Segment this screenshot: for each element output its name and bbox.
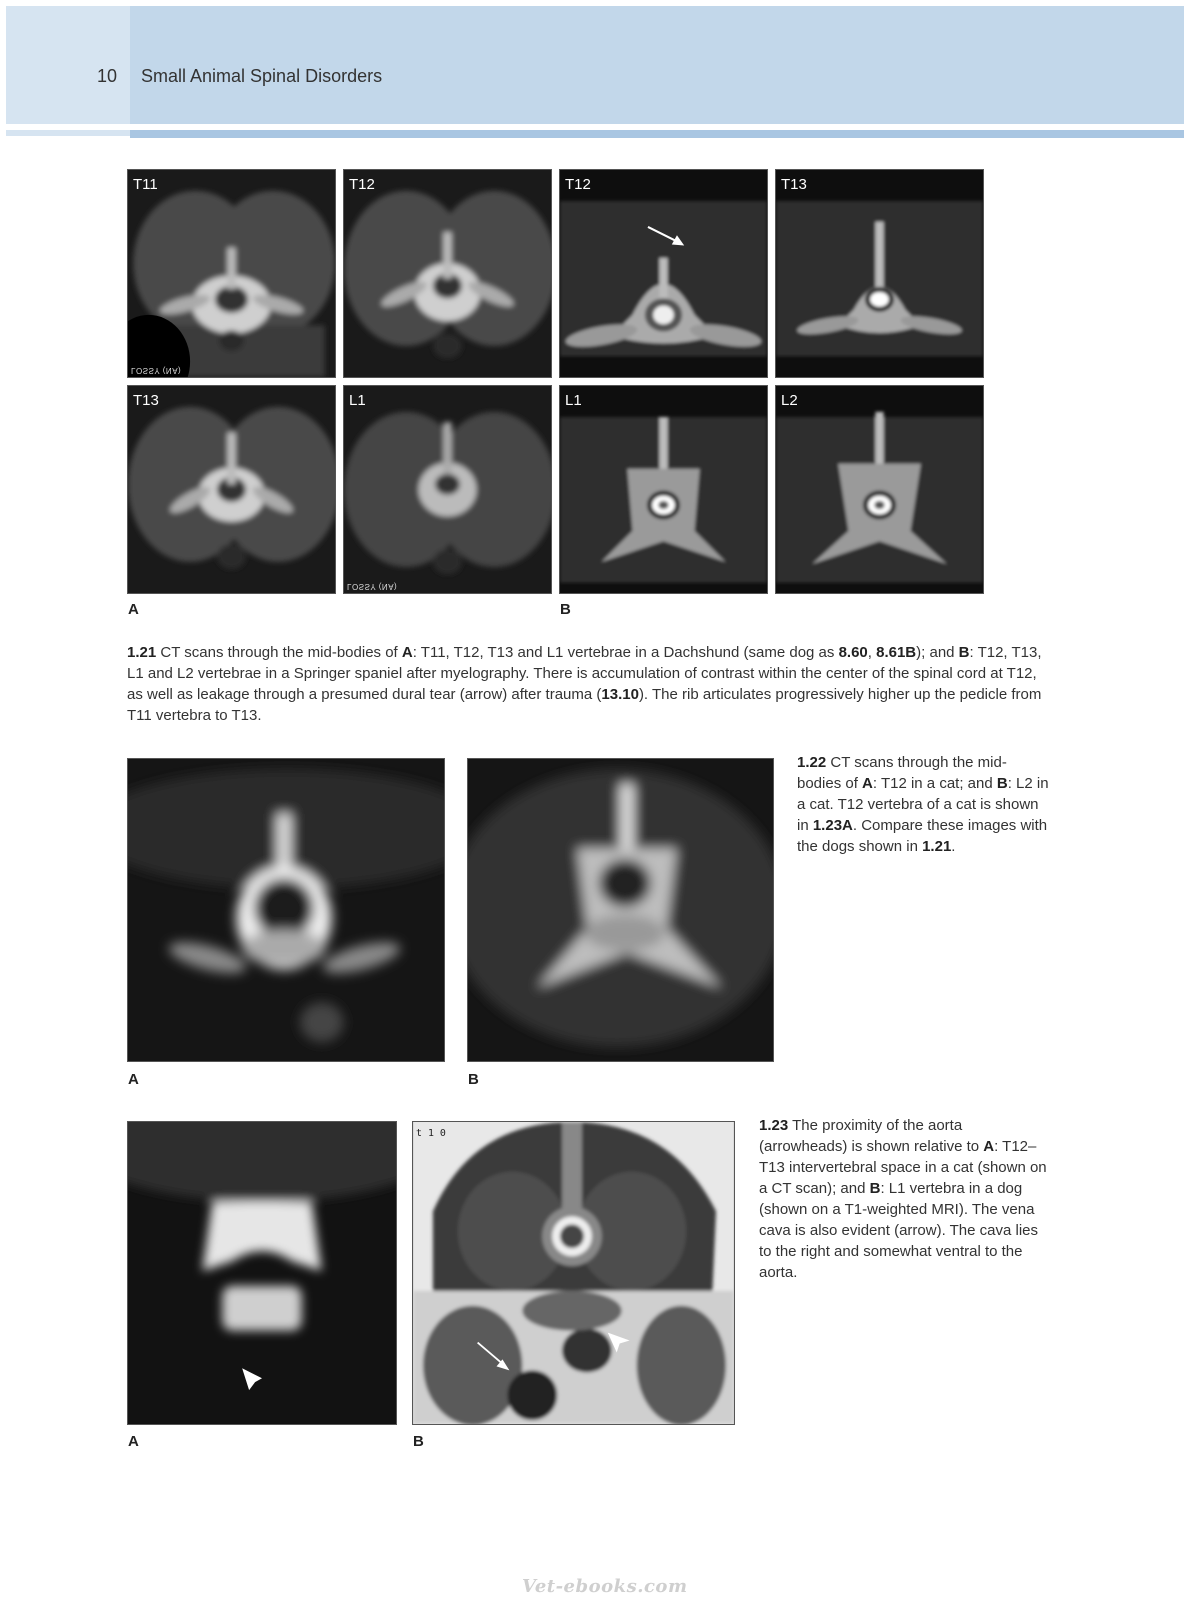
ct-scan-image: [128, 170, 335, 377]
vertebra-label: L1: [349, 392, 366, 409]
fig122-caption: [797, 752, 1049, 857]
ct-scan-image: [128, 759, 444, 1061]
header-band-left: [6, 6, 130, 124]
fig121-panel-a-label: A: [128, 601, 139, 618]
site-watermark: Vet-ebooks.com: [522, 1576, 688, 1597]
lossy-watermark: LOSSY (NA): [347, 582, 398, 591]
fig122-panel-b-label: B: [468, 1071, 479, 1088]
caption-text: CT scans through the mid-bodies of: [797, 754, 1007, 792]
caption-text: ,: [867, 644, 877, 661]
fig123-panel-b-label: B: [413, 1433, 424, 1450]
caption-panel-ref: A: [401, 644, 413, 661]
fig121-caption: [127, 642, 1047, 726]
header-rule-left: [6, 130, 130, 136]
mri-scan-image: [413, 1122, 734, 1424]
caption-text: .: [951, 838, 956, 855]
ct-panel-dachshund-l1: [343, 385, 552, 594]
header-rule: [130, 130, 1184, 138]
ct-scan-image: [128, 386, 335, 593]
figure-number: 1.21: [127, 644, 157, 661]
ct-scan-image: [344, 170, 551, 377]
header-band: [130, 6, 1184, 124]
ct-scan-image: [468, 759, 773, 1061]
caption-text: . Compare these images with the dogs shown in: [797, 817, 1048, 855]
caption-panel-ref: B: [996, 775, 1008, 792]
figure-reference: 8.61B: [876, 644, 917, 661]
vertebra-label: T12: [349, 176, 375, 193]
fig122-panel-a-label: A: [128, 1071, 139, 1088]
vertebra-label: T12: [565, 176, 591, 193]
ct-scan-image: [776, 170, 983, 377]
fig123-panel-a-label: A: [128, 1433, 139, 1450]
figure-reference: 1.21: [922, 838, 952, 855]
ct-panel-dachshund-t13: [127, 385, 336, 594]
vertebra-label: T11: [133, 176, 158, 193]
vertebra-label: T13: [133, 392, 159, 409]
caption-text: ). The rib articulates progressively higher up the pedicle from T11 vertebra to T13.: [127, 686, 1042, 724]
ct-panel-springer-t13: [775, 169, 984, 378]
vertebra-label: T13: [781, 176, 807, 193]
caption-text: : T11, T12, T13 and L1 vertebrae in a Dachshund (same dog as: [412, 644, 839, 661]
caption-text: The proximity of the aorta (arrowheads) is shown relative to: [759, 1117, 984, 1155]
caption-text: ); and: [916, 644, 959, 661]
figure-number: 1.23: [759, 1117, 789, 1134]
ct-scan-image: [344, 386, 551, 593]
caption-text: : L1 vertebra in a dog (shown on a T1-weighted MRI). The vena cava is also evident (arrow). The cava lies to the right and somewhat ventral to the aorta.: [759, 1180, 1039, 1281]
caption-panel-ref: B: [869, 1180, 881, 1197]
page-number: 10: [97, 66, 118, 86]
ct-panel-cat-t12: [127, 758, 445, 1062]
caption-panel-ref: B: [958, 644, 970, 661]
ct-panel-cat-t12-t13: [127, 1121, 397, 1425]
figure-reference: 8.60: [838, 644, 868, 661]
fig121-panel-b-label: B: [560, 601, 571, 618]
figure-number: 1.22: [797, 754, 827, 771]
ct-panel-springer-t12: [559, 169, 768, 378]
caption-panel-ref: A: [983, 1138, 995, 1155]
caption-text: : T12 in a cat; and: [872, 775, 997, 792]
ct-panel-dachshund-t12: [343, 169, 552, 378]
fig123-caption: [759, 1115, 1049, 1283]
caption-text: CT scans through the mid-bodies of: [156, 644, 402, 661]
ct-scan-image: [776, 386, 983, 593]
caption-panel-ref: A: [862, 775, 873, 792]
ct-scan-image: [560, 386, 767, 593]
ct-panel-springer-l2: [775, 385, 984, 594]
running-title: Small Animal Spinal Disorders: [141, 66, 383, 86]
ct-scan-image: [560, 170, 767, 377]
caption-text: : L2 in a cat. T12 vertebra of a cat is shown in: [797, 775, 1049, 834]
mri-panel-dog-l1: [412, 1121, 735, 1425]
vertebra-label: L2: [781, 392, 798, 409]
caption-text: : T12–T13 intervertebral space in a cat (shown on a CT scan); and: [759, 1138, 1047, 1197]
figure-reference: 13.10: [601, 686, 639, 703]
figure-reference: 1.23A: [812, 817, 853, 834]
vertebra-label: L1: [565, 392, 582, 409]
caption-text: : T12, T13, L1 and L2 vertebrae in a Springer spaniel after myelography. There is accumulation of contrast within the center of the spinal cord at T12, as well as leakage through a presumed dural tear (arrow) after trauma (: [127, 644, 1042, 703]
ct-scan-image: [128, 1122, 396, 1424]
mri-scale-marks: t 1 0: [416, 1127, 446, 1139]
ct-panel-dachshund-t11: [127, 169, 336, 378]
ct-panel-cat-l2: [467, 758, 774, 1062]
lossy-watermark: LOSSY (NA): [131, 366, 182, 375]
ct-panel-springer-l1: [559, 385, 768, 594]
